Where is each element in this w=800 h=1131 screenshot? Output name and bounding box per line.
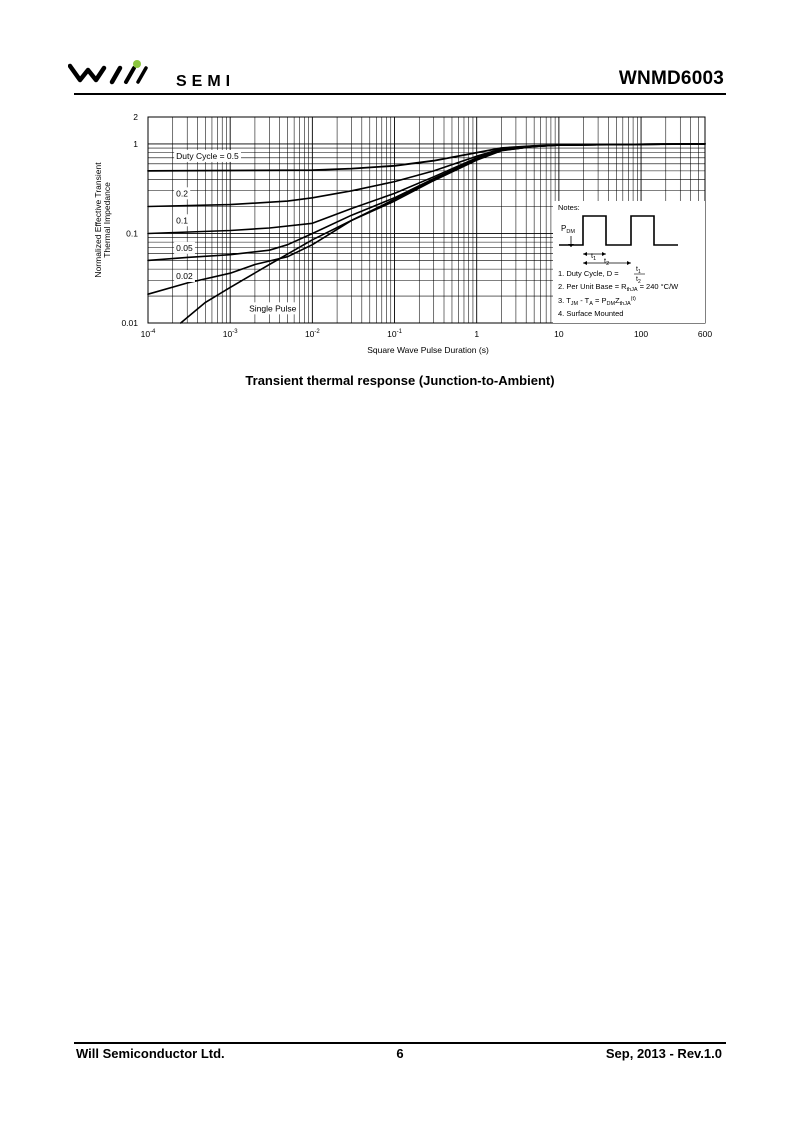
part-number: WNMD6003	[618, 68, 724, 89]
figure-caption: Transient thermal response (Junction-to-Ambient)	[245, 373, 555, 388]
logo-text: SEMI	[176, 73, 236, 90]
pdm-label: $P_{DM}$	[561, 224, 575, 235]
footer-revision: Sep, 2013 - Rev.1.0	[605, 1046, 722, 1061]
y-tick-labels	[121, 112, 138, 328]
note-2: 2. Per Unit Base = $R_{thJA} = 240$ °C/W	[558, 282, 679, 293]
t1-label: $t_1$	[591, 251, 597, 262]
page-number: 6	[396, 1046, 404, 1061]
y-tick-label: 0.01	[121, 318, 138, 328]
x-tick-labels	[141, 329, 713, 339]
note-3: 3. $T_{JM} - T_A = P_{DM}Z_{thJA}^{(t)}$	[558, 296, 636, 307]
x-tick-label: $10^{-1}$	[387, 329, 402, 339]
y-axis-label-line2: Thermal Impedance	[102, 182, 112, 258]
x-tick-label: 10	[554, 329, 564, 339]
curve-label: Single Pulse	[249, 303, 297, 314]
curve-label: 0.2	[176, 188, 188, 199]
y-tick-label: 1	[133, 138, 138, 149]
t2-label: $t_2$	[604, 256, 610, 267]
x-tick-label: $10^{-4}$	[140, 329, 156, 339]
x-tick-label: 1	[474, 329, 480, 339]
company-logo	[68, 58, 253, 95]
x-axis-label: Square Wave Pulse Duration (s)	[367, 345, 489, 355]
transient-thermal-chart	[0, 100, 800, 370]
curve-label: Duty Cycle = 0.5	[176, 150, 239, 161]
note-4: 4. Surface Mounted	[558, 309, 624, 318]
x-tick-label: $10^{-2}$	[304, 329, 320, 339]
notes-title: Notes:	[558, 203, 580, 212]
notes-inset	[553, 201, 705, 323]
curve-label: 0.02	[176, 271, 193, 282]
note-1-denominator: $t_2$	[636, 276, 641, 285]
x-tick-label: 100	[633, 329, 649, 339]
note-1: 1. Duty Cycle, D =	[558, 269, 619, 278]
y-tick-label: 0.1	[126, 228, 138, 239]
footer-company: Will Semiconductor Ltd.	[76, 1046, 225, 1061]
curve-label: 0.05	[176, 242, 193, 253]
will-semi-logo-icon	[68, 58, 253, 90]
curve-label: 0.1	[176, 215, 188, 226]
x-tick-label: 600	[697, 329, 713, 339]
y-axis-label-line1: Normalized Effective Transient	[93, 162, 103, 278]
header-divider	[74, 93, 726, 95]
y-tick-label: 2	[133, 112, 138, 122]
note-1-numerator: $t_1$	[636, 266, 641, 275]
chart-svg	[0, 100, 800, 370]
x-tick-label: $10^{-3}$	[222, 329, 238, 339]
footer-divider	[74, 1042, 726, 1044]
